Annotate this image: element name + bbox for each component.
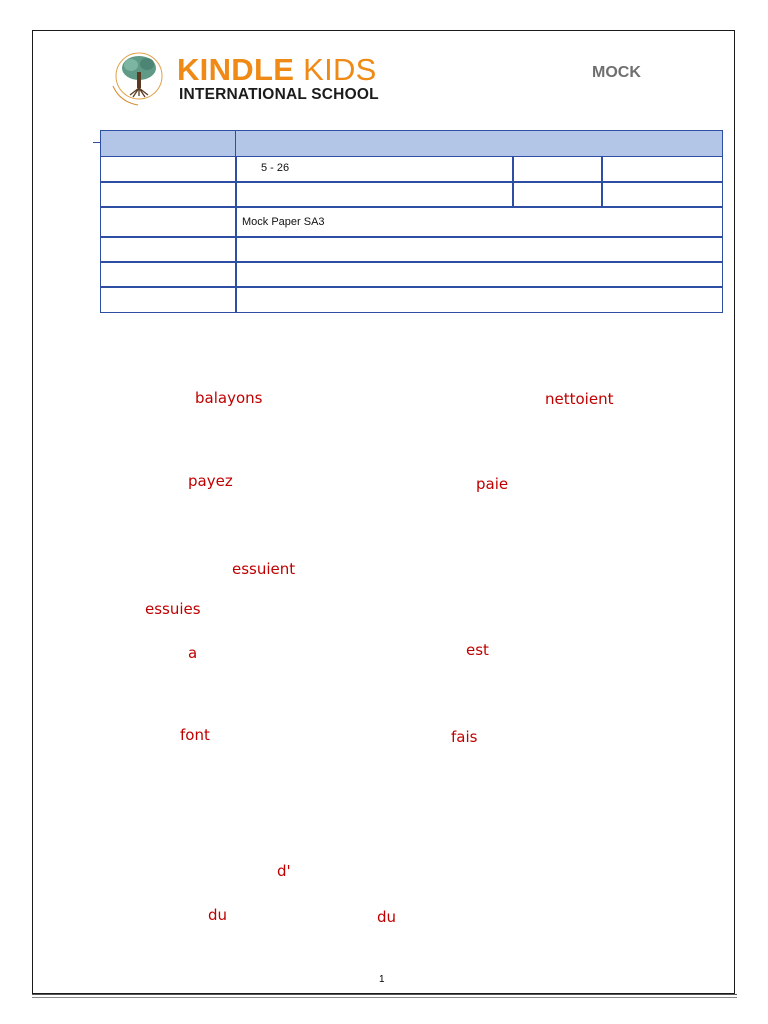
answer-balayons: balayons <box>195 389 263 407</box>
school-name-light: KIDS <box>303 52 377 87</box>
table-cell-label-7 <box>100 261 237 288</box>
table-header-right <box>235 130 723 157</box>
answer-essuient: essuient <box>232 560 296 578</box>
table-cell-paper <box>235 206 723 238</box>
table-cell-value-2 <box>601 156 723 183</box>
answer-du-1: du <box>208 906 228 924</box>
table-cell-label-5 <box>100 206 237 238</box>
answer-est: est <box>466 641 489 659</box>
table-cell-label-6 <box>100 236 237 263</box>
table-cell-label-3 <box>100 181 237 208</box>
page-number: 1 <box>379 974 385 985</box>
school-name-bold: KINDLE <box>177 52 295 87</box>
answer-du-2: du <box>377 908 397 926</box>
table-cell-value-4 <box>601 181 723 208</box>
table-header-left <box>100 130 237 157</box>
answer-nettoient: nettoient <box>545 390 614 408</box>
school-logo <box>104 50 394 108</box>
table-cell-value-8 <box>235 286 723 313</box>
answer-a: a <box>188 644 198 662</box>
paper-title: Mock Paper SA3 <box>242 216 325 228</box>
table-cell-value-6 <box>235 236 723 263</box>
answer-paie: paie <box>476 475 509 493</box>
exam-type-label: MOCK <box>592 64 641 81</box>
session-value: 5 - 26 <box>261 162 290 174</box>
table-cell-value-7 <box>235 261 723 288</box>
school-name <box>177 54 377 86</box>
table-cell-label-8 <box>100 286 237 313</box>
table-cell-session <box>235 156 514 183</box>
table-cell-value-3 <box>235 181 514 208</box>
tree-emblem-icon <box>104 50 170 108</box>
answer-d-apostrophe: d' <box>277 862 291 880</box>
answer-essuies: essuies <box>145 600 201 618</box>
footer-rule <box>32 994 737 998</box>
table-cell-label-2 <box>512 156 603 183</box>
answer-font: font <box>180 726 210 744</box>
table-cell-label-1 <box>100 156 237 183</box>
school-subtitle: INTERNATIONAL SCHOOL <box>179 86 379 103</box>
answer-fais: fais <box>451 728 478 746</box>
table-cell-label-4 <box>512 181 603 208</box>
answer-payez: payez <box>188 472 233 490</box>
